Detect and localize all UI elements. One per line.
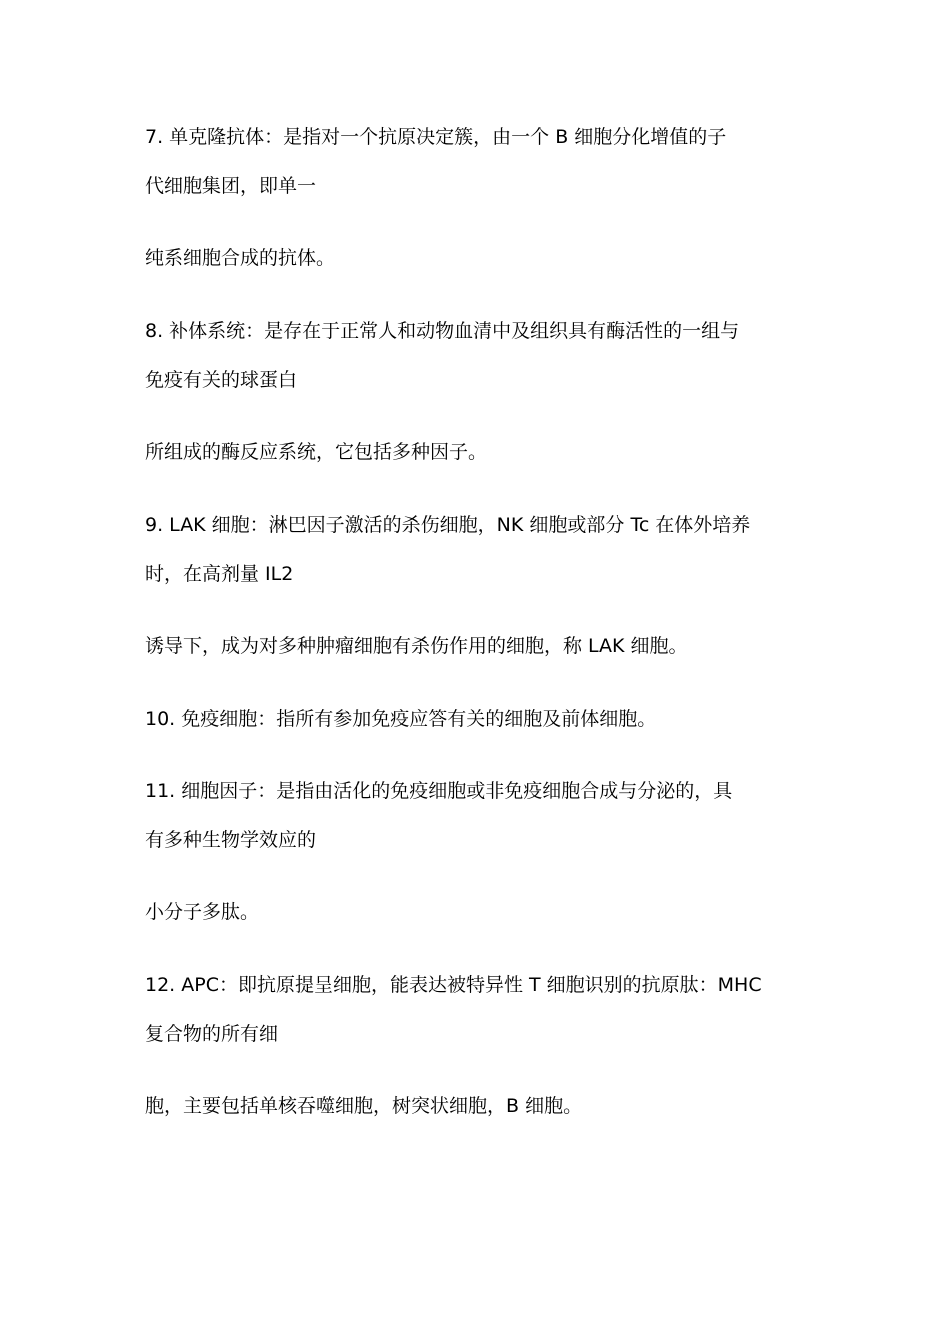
text-line-9-start: 9. LAK 细胞：淋巴因子激活的杀伤细胞，NK 细胞或部分 Tc 在体外培养	[145, 514, 751, 536]
text-line-12-cont: 复合物的所有细	[145, 1023, 279, 1045]
text-line-12-start: 12. APC：即抗原提呈细胞，能表达被特异性 T 细胞识别的抗原肽：MHC	[145, 974, 762, 996]
text-line-7-cont: 代细胞集团，即单一	[145, 175, 317, 197]
text-line-8-cont: 免疫有关的球蛋白	[145, 369, 298, 391]
text-line-7-end: 纯系细胞合成的抗体。	[145, 247, 336, 269]
text-line-9-cont: 时，在高剂量 IL2	[145, 563, 294, 585]
text-line-8-start: 8. 补体系统：是存在于正常人和动物血清中及组织具有酶活性的一组与	[145, 320, 740, 342]
text-line-9-end: 诱导下，成为对多种肿瘤细胞有杀伤作用的细胞，称 LAK 细胞。	[145, 635, 688, 657]
text-line-7-start: 7. 单克隆抗体：是指对一个抗原决定簇，由一个 B 细胞分化增值的子	[145, 126, 727, 148]
text-line-12-end: 胞，主要包括单核吞噬细胞，树突状细胞，B 细胞。	[145, 1095, 583, 1117]
text-line-11-end: 小分子多肽。	[145, 901, 260, 923]
text-line-11-cont: 有多种生物学效应的	[145, 829, 317, 851]
text-line-10: 10. 免疫细胞：指所有参加免疫应答有关的细胞及前体细胞。	[145, 708, 657, 730]
text-line-8-end: 所组成的酶反应系统，它包括多种因子。	[145, 441, 488, 463]
text-line-11-start: 11. 细胞因子：是指由活化的免疫细胞或非免疫细胞合成与分泌的，具	[145, 780, 733, 802]
